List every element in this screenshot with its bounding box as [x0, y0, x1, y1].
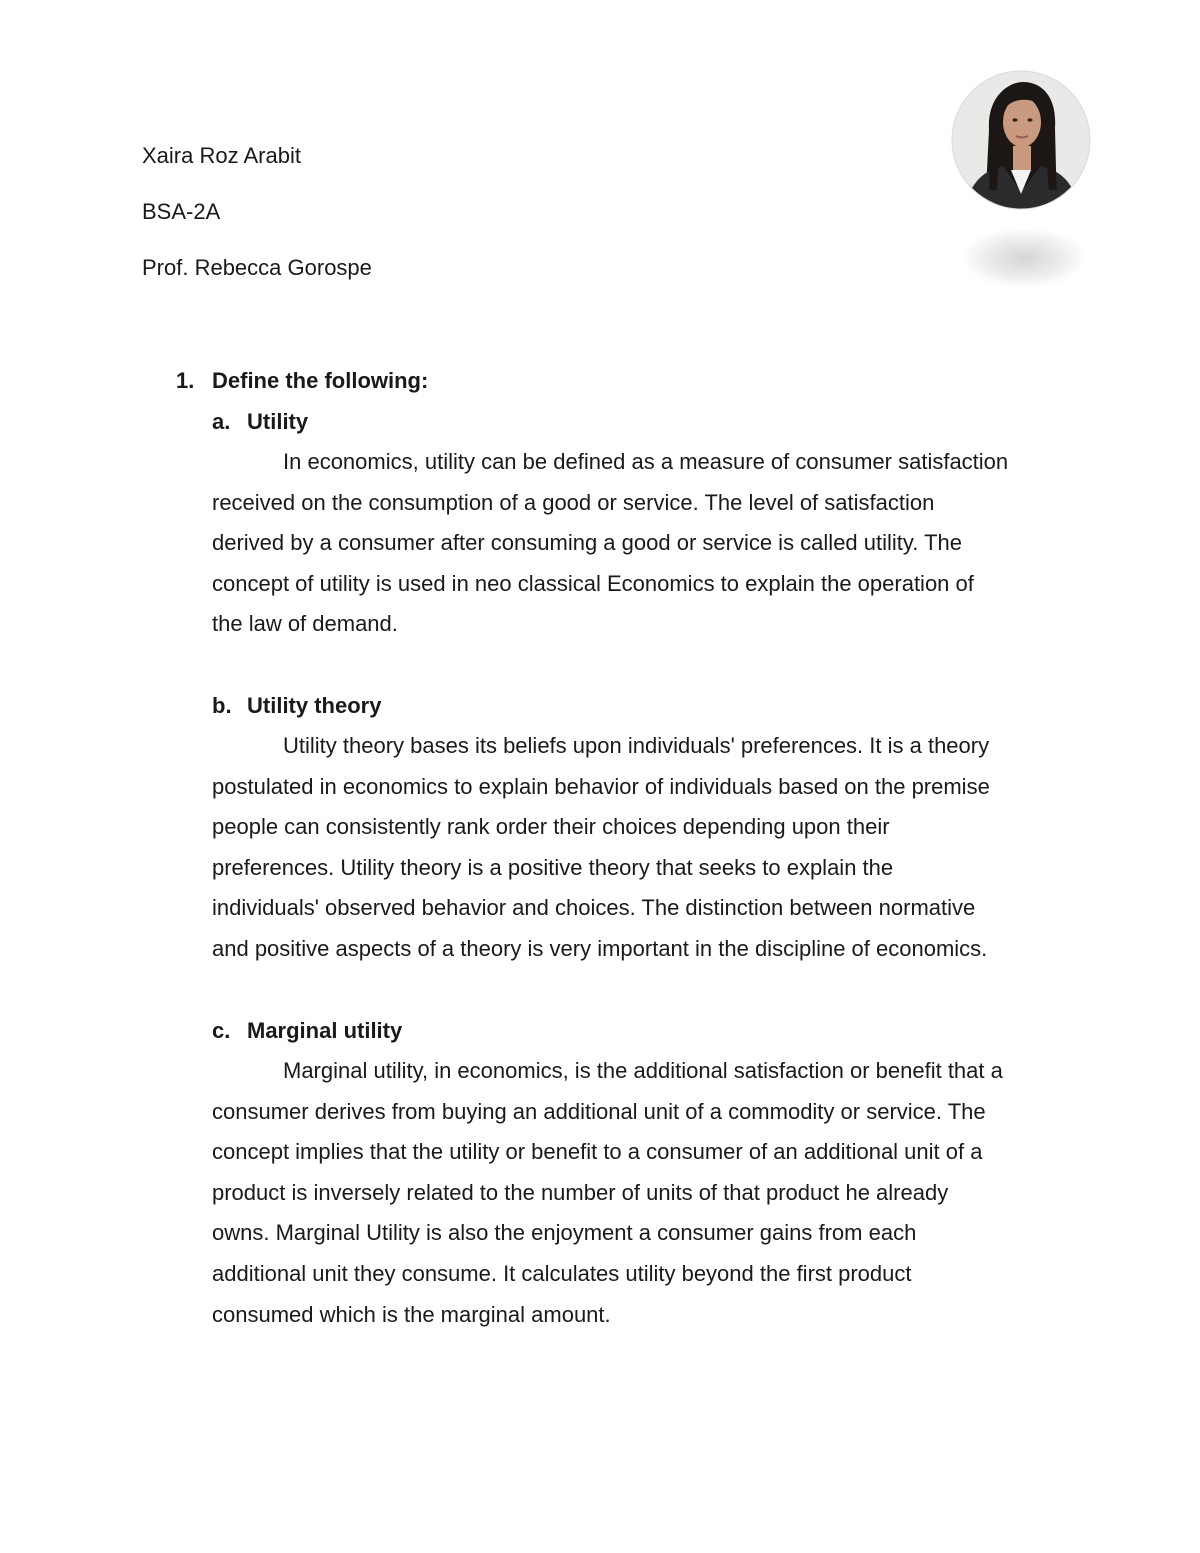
student-name: Xaira Roz Arabit	[142, 143, 301, 168]
definition-utility-theory	[212, 726, 1072, 970]
definition-utility	[212, 442, 1072, 645]
paragraph-line: consumer derives from buying an additional unit of a commodity or service. The	[212, 1098, 986, 1124]
paragraph-line: concept implies that the utility or benefit to a consumer of an additional unit of a	[212, 1139, 983, 1165]
item-heading-utility-theory	[212, 692, 381, 720]
question-text: Define the following:	[212, 368, 429, 393]
paragraph-line: people can consistently rank order their choices depending upon their	[212, 814, 890, 840]
paragraph-line: product is inversely related to the number of units of that product he already	[212, 1179, 949, 1205]
paragraph-line: owns. Marginal Utility is also the enjoyment a consumer gains from each	[212, 1220, 917, 1246]
paragraph-line: derived by a consumer after consuming a good or service is called utility. The	[212, 530, 962, 556]
paragraph-line: postulated in economics to explain behavior of individuals based on the premise	[212, 773, 990, 799]
professor-name: Prof. Rebecca Gorospe	[142, 255, 372, 280]
paragraph-line: Marginal utility, in economics, is the additional satisfaction or benefit that a	[283, 1058, 1003, 1083]
item-title: Utility theory	[247, 693, 382, 718]
paragraph-line: additional unit they consume. It calculates utility beyond the first product	[212, 1260, 912, 1286]
profile-photo	[951, 70, 1091, 210]
paragraph-line: received on the consumption of a good or service. The level of satisfaction	[212, 489, 935, 515]
paragraph-line: concept of utility is used in neo classical Economics to explain the operation of	[212, 570, 974, 596]
paragraph-line: the law of demand.	[212, 611, 398, 637]
item-letter: b.	[212, 693, 232, 718]
item-letter: a.	[212, 409, 231, 434]
item-heading-marginal-utility	[212, 1017, 402, 1045]
question-heading	[176, 367, 428, 395]
paragraph-line: consumed which is the marginal amount.	[212, 1301, 611, 1327]
paragraph-line: In economics, utility can be defined as a measure of consumer satisfaction	[283, 449, 1009, 474]
definition-marginal-utility	[212, 1051, 1072, 1335]
question-number: 1.	[176, 368, 195, 393]
item-title: Utility	[247, 409, 309, 434]
photo-shadow	[962, 228, 1086, 288]
paragraph-line: preferences. Utility theory is a positive theory that seeks to explain the	[212, 854, 894, 880]
avatar-icon	[951, 70, 1091, 210]
paragraph-line: and positive aspects of a theory is very important in the discipline of economics.	[212, 935, 988, 961]
paragraph-line: individuals' observed behavior and choices. The distinction between normative	[212, 895, 976, 921]
item-title: Marginal utility	[247, 1018, 403, 1043]
student-section: BSA-2A	[142, 199, 221, 224]
paragraph-line: Utility theory bases its beliefs upon individuals' preferences. It is a theory	[283, 733, 990, 758]
item-heading-utility	[212, 408, 308, 436]
item-letter: c.	[212, 1018, 231, 1043]
